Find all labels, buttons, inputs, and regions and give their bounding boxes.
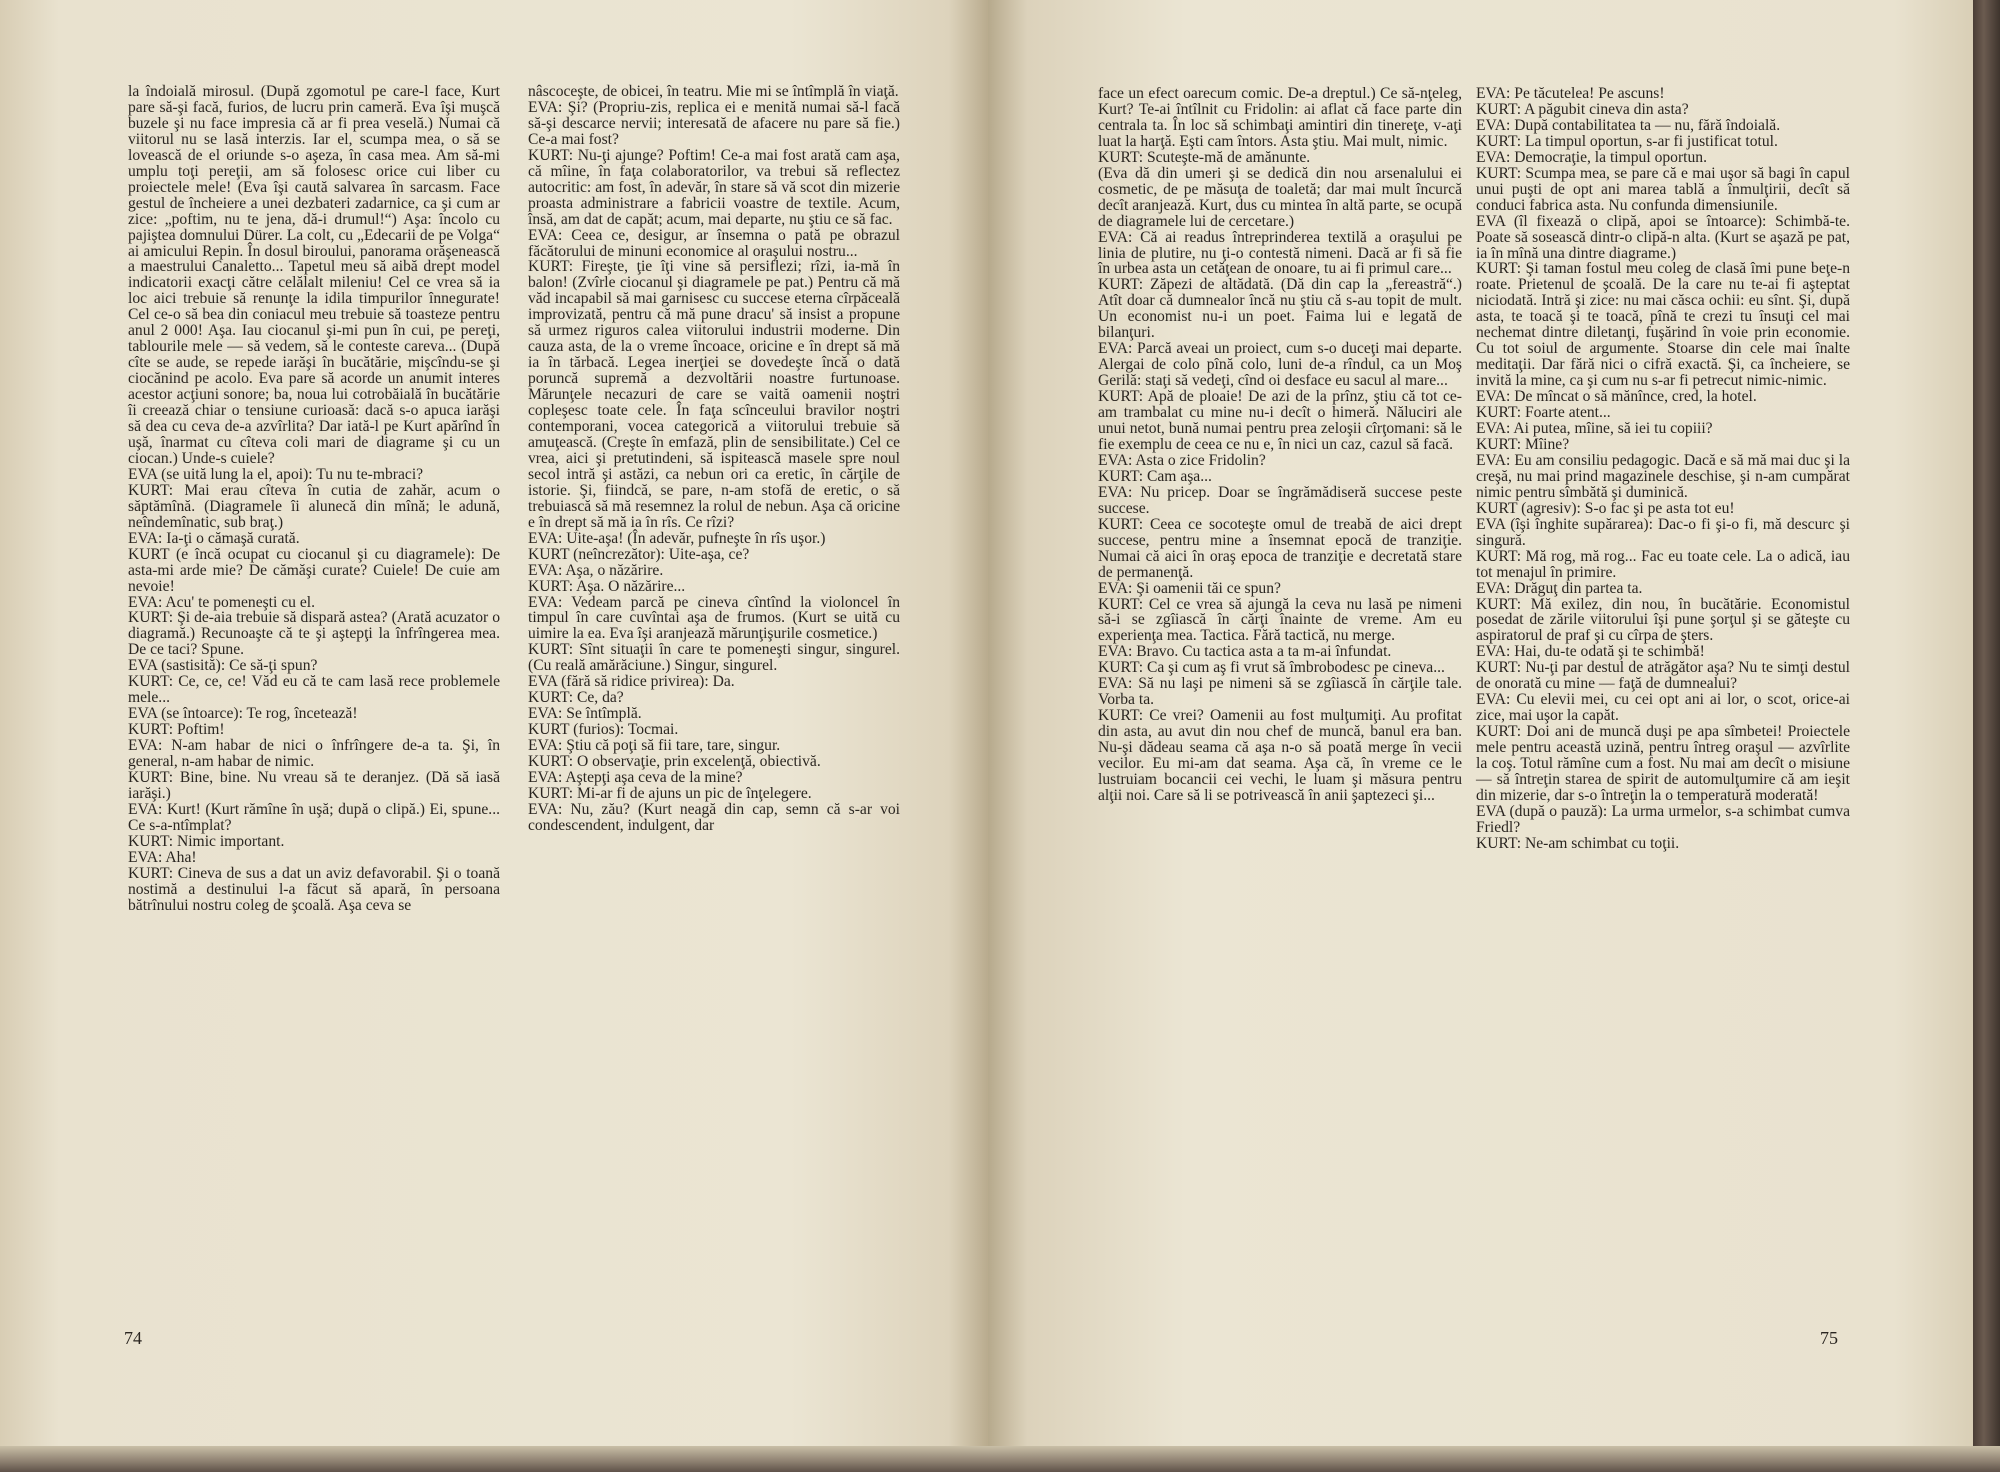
dialogue-paragraph: EVA: Uite-aşa! (În adevăr, pufneşte în rîs uşor.) — [528, 529, 826, 547]
dialogue-paragraph: EVA: Vedeam parcă pe cineva cîntînd la violoncel în timpul în care cuvîntai aşa de frumos. (Kurt se uită cu uimire la ea. Eva îşi aranjează mărunţişurile cosmetice.) — [528, 593, 900, 643]
dialogue-paragraph: KURT: Apă de ploaie! De azi de la prînz, ştiu că tot ce-am trambalat cu mine nu-i decît o himeră. Năluciri ale unui netot, bună numai pentru prea zeloşii cîrţomani: să le fie exemplu de ceea ce nu e, în nici un caz, cazul să facă. — [1098, 388, 1462, 453]
dialogue-paragraph: KURT: Nu-ţi par destul de atrăgător aşa? Nu te simţi destul de onorată cu mine — faţă de dumnealui? — [1476, 659, 1850, 693]
dialogue-paragraph: KURT: Sînt situaţii în care te pomeneşti singur, singurel. (Cu reală amărăciune.) Singur, singurel. — [528, 641, 900, 675]
dialogue-paragraph: EVA: Cu elevii mei, cu cei opt ani ai lor, o scot, orice-ai zice, mai uşor la capăt. — [1476, 691, 1850, 725]
dialogue-paragraph: EVA (fără să ridice privirea): Da. — [528, 673, 735, 691]
dialogue-paragraph: KURT: Şi taman fostul meu coleg de clasă îmi pune beţe-n roate. Prietenul de şcoală. De la care nu te-ai fi aşteptat niciodată. Intră şi zice: nu mai căsca ochii: eu sînt. Şi, după asta, te toacă şi te toacă, pînă te crezi tu însuţi cel mai nechemat dintre diletanţi, fuşărind în voie prin economie. Cu tot soiul de argumente. Stoarse din cele mai înalte meditaţii. Dar fără nici o cifră exactă. Şi, ca încheiere, se invită la mine, ca şi cum nu s-ar fi petrecut nimic-nimic. — [1476, 260, 1850, 390]
dialogue-paragraph: EVA: Aşa, o năzărire. — [528, 561, 664, 579]
dialogue-paragraph: EVA (sastisită): Ce să-ţi spun? — [128, 657, 318, 675]
dialogue-paragraph: KURT: Ca şi cum aş fi vrut să îmbrobodesc pe cineva... — [1098, 659, 1445, 677]
dialogue-paragraph: KURT: Mă rog, mă rog... Fac eu toate cele. La o adică, iau tot menajul în primire. — [1476, 547, 1850, 581]
dialogue-paragraph: EVA: Eu am consiliu pedagogic. Dacă e să mă mai duc şi la creşă, nu mai prind magazinele deschise, şi n-am cumpărat nimic pentru sîmbătă şi duminică. — [1476, 451, 1850, 501]
dialogue-paragraph: EVA: N-am habar de nici o înfrîngere de-a ta. Şi, în general, n-am habar de nimic. — [128, 737, 500, 771]
dialogue-paragraph: EVA: Acu' te pomeneşti cu el. — [128, 593, 316, 611]
dialogue-paragraph: KURT: Cel ce vrea să ajungă la ceva nu lasă pe nimeni să-i se zgîiască în cărţi înainte de vreme. Am eu experienţa mea. Tactica. Fără tactică, nu merge. — [1098, 595, 1462, 645]
dialogue-paragraph: EVA (îşi înghite supărarea): Dac-o fi şi-o fi, mă descurc şi singură. — [1476, 515, 1850, 549]
dialogue-paragraph: KURT: Ne-am schimbat cu toţii. — [1476, 834, 1680, 852]
dialogue-paragraph: KURT: Mai erau cîteva în cutia de zahăr, acum o săptămînă. (Diagramele îi alunecă din mînă; le adună, neîndemînatic, sub braţ.) — [128, 481, 500, 531]
left-page-column-2 — [528, 84, 900, 834]
dialogue-paragraph: KURT: Ce vrei? Oamenii au fost mulţumiţi. Au profitat din asta, au avut din nou chef de muncă, banul era ban. Nu-şi dădeau seama că aşa n-o să poată merge în vecii vecilor. Eu mi-am dat seama. Aşa că, în vreme ce le lustruiam bocancii cei vechi, le luam şi măsura pentru alţii noi. Care să li se potrivească în anii şaptezeci şi... — [1098, 707, 1462, 804]
dialogue-paragraph: EVA: Nu pricep. Doar se îngrămădiseră succese peste succese. — [1098, 483, 1462, 517]
book-cover-edge — [1973, 0, 2000, 1472]
dialogue-paragraph: KURT: Mîine? — [1476, 435, 1570, 453]
dialogue-paragraph: face un efect oarecum comic. De-a dreptul.) Ce să-nţeleg, Kurt? Te-ai întîlnit cu Fridolin: ai aflat că face parte din centrala ta. În loc să schimbaţi amintiri din tinereţe, v-aţi luat la harţă. Eşti cam întors. Asta ştiu. Mai mult, nimic. — [1098, 85, 1462, 150]
dialogue-paragraph: KURT: Ceea ce socoteşte omul de treabă de aici drept succese, pentru mine a însemnat epocă de tranziţie. Numai că aici în oraş epoca de tranziţie e decretată stare de permanenţă. — [1098, 515, 1462, 581]
dialogue-paragraph: EVA (după o pauză): La urma urmelor, s-a schimbat cumva Friedl? — [1476, 802, 1850, 836]
left-page-column-1 — [128, 84, 500, 914]
dialogue-paragraph: EVA: Hai, du-te odată şi te schimbă! — [1476, 643, 1705, 661]
dialogue-paragraph: (Eva dă din umeri şi se dedică din nou arsenalului ei cosmetic, de pe măsuţa de toaletă; dar mai mult încurcă decît aranjează. Kurt, dus cu mintea în altă parte, se ocupă de diagramele lui de cercetare.) — [1098, 164, 1462, 230]
dialogue-paragraph: KURT (furios): Tocmai. — [528, 721, 679, 739]
dialogue-paragraph: EVA: Aha! — [128, 848, 197, 866]
dialogue-paragraph: KURT: Scuteşte-mă de amănunte. — [1098, 148, 1311, 166]
dialogue-paragraph: EVA: Parcă aveai un proiect, cum s-o duceţi mai departe. Alergai de colo pînă colo, luni de-a rîndul, ca un Moş Gerilă: staţi să vedeţi, cînd oi desface eu sacul al mare... — [1098, 340, 1462, 390]
dialogue-paragraph: KURT: Scumpa mea, se pare că e mai uşor să bagi în capul unui puşti de opt ani marea tablă a înmulţirii, decît să conduci fabrica asta. Nu confunda dimensiunile. — [1476, 164, 1850, 214]
dialogue-paragraph: EVA: Se întîmplă. — [528, 705, 642, 723]
dialogue-paragraph: KURT: Nu-ţi ajunge? Poftim! Ce-a mai fost arată cam aşa, că mîine, în faţa colaboratorilor, va trebui să reflectez autocritic: am fost, în adevăr, în stare să vă scot din mizerie proasta administrare a fabricii voastre de textile. Acum, însă, am dat de capăt; acum, mai departe, nu ştiu ce să fac. — [528, 146, 900, 228]
dialogue-paragraph: EVA: Ştiu că poţi să fii tare, tare, singur. — [528, 737, 781, 755]
dialogue-paragraph: EVA: Şi? (Propriu-zis, replica ei e menită numai să-l facă să-şi descarce nervii; interesată de afacere nu pare să fie.) Ce-a mai fost? — [528, 98, 900, 148]
dialogue-paragraph: KURT: La timpul oportun, s-ar fi justificat totul. — [1476, 132, 1778, 150]
right-page — [988, 0, 1973, 1472]
dialogue-paragraph: KURT (e încă ocupat cu ciocanul şi cu diagramele): De asta-mi arde mie? De cămăşi curate? Cuiele! De cuie am nevoie! — [128, 545, 500, 595]
dialogue-paragraph: EVA (se uită lung la el, apoi): Tu nu te-mbraci? — [128, 465, 424, 483]
page-number-left: 74 — [124, 1328, 142, 1348]
dialogue-paragraph: EVA: Kurt! (Kurt rămîne în uşă; după o clipă.) Ei, spune... Ce s-a-ntîmplat? — [128, 800, 500, 834]
dialogue-paragraph: KURT: Ce, ce, ce! Văd eu că te cam lasă rece problemele mele... — [128, 673, 500, 707]
dialogue-paragraph: EVA: Asta o zice Fridolin? — [1098, 451, 1266, 469]
dialogue-paragraph: EVA: Ai putea, mîine, să iei tu copiii? — [1476, 420, 1713, 438]
dialogue-paragraph: KURT: O observaţie, prin excelenţă, obiectivă. — [528, 753, 821, 771]
dialogue-paragraph: EVA: Pe tăcutelea! Pe ascuns! — [1476, 85, 1665, 102]
dialogue-paragraph: KURT: Poftim! — [128, 721, 225, 739]
dialogue-paragraph: KURT: Mi-ar fi de ajuns un pic de înţelegere. — [528, 784, 812, 802]
dialogue-paragraph: KURT: Nimic important. — [128, 832, 285, 850]
dialogue-paragraph: KURT: Fireşte, ţie îţi vine să persiflezi; rîzi, ia-mă în balon! (Zvîrle ciocanul şi diagramele pe pat.) Pentru că mă văd incapabil să mai garnisesc cu succese eterna cîrpăceală improvizată, pentru că mă pune dracu' să insist a propune să urmez riguros calea viitorului industrii moderne. Din cauza asta, de la o vreme încoace, oricine e în drept să mă ia în tărbacă. Legea inerţiei se dovedeşte încă o dată poruncă supremă a dezvoltării noastre furtunoase. Mărunţele necazuri de care se vaită oamenii noştri copleşesc toate cele. În faţa scînceului bravilor noştri contemporani, vocea categorică a viitorului trebuie să amuţească. (Creşte în emfază, plin de sensibilitate.) Cel ce vrea, aici şi pretutindeni, să ispitească masele spre noul secol intră şi astăzi, ca nebun ori ca eretic, în cărţile de istorie. Şi, fiindcă, se pare, n-am stofă de eretic, o să trebuiască să mă resemnez la rolul de nebun. Aşa că oricine e în drept să mă ia în rîs. Ce rîzi? — [528, 258, 900, 531]
dialogue-paragraph: KURT: Zăpezi de altădată. (Dă din cap la „fereastră“.) Atît doar că dumnealor încă nu ştiu că s-au topit de mult. Un economist nu-i un poet. Faima lui e legată de bilanţuri. — [1098, 276, 1462, 342]
dialogue-paragraph: EVA (îl fixează o clipă, apoi se întoarce): Schimbă-te. Poate să sosească dintr-o clipă-n alta. (Kurt se aşază pe pat, ia în mînă una dintre diagrame.) — [1476, 212, 1850, 262]
dialogue-paragraph: EVA: Democraţie, la timpul oportun. — [1476, 148, 1707, 166]
dialogue-paragraph: KURT: Ce, da? — [528, 689, 624, 707]
dialogue-paragraph: EVA (se întoarce): Te rog, încetează! — [128, 705, 358, 723]
dialogue-paragraph: nâscoceşte, de obicei, în teatru. Mie mi se întîmplă în viaţă. — [528, 83, 899, 100]
dialogue-paragraph: EVA: Ia-ţi o cămaşă curată. — [128, 529, 300, 547]
dialogue-paragraph: EVA: De mîncat o să mănînce, cred, la hotel. — [1476, 388, 1757, 406]
left-page — [0, 0, 988, 1472]
dialogue-paragraph: KURT: A păgubit cineva din asta? — [1476, 100, 1689, 118]
dialogue-paragraph: EVA: Şi oamenii tăi ce spun? — [1098, 579, 1281, 597]
dialogue-paragraph: KURT: Mă exilez, din nou, în bucătărie. Economistul posedat de zările viitorului îşi pune şorţul şi se găteşte cu aspiratorul de praf şi cu cîrpa de şters. — [1476, 595, 1850, 645]
dialogue-paragraph: KURT: Foarte atent... — [1476, 404, 1611, 422]
book-bottom-edge — [0, 1446, 2000, 1472]
dialogue-paragraph: KURT: Aşa. O năzărire... — [528, 577, 686, 595]
dialogue-paragraph: EVA: După contabilitatea ta — nu, fără îndoială. — [1476, 116, 1781, 134]
page-number-right: 75 — [1820, 1328, 1838, 1348]
dialogue-paragraph: KURT: Cineva de sus a dat un aviz defavorabil. Şi o toană nostimă a destinului l-a făcut să apară, în persoana bătrînului nostru coleg de şcoală. Aşa ceva se — [128, 864, 500, 914]
dialogue-paragraph: EVA: Ceea ce, desigur, ar însemna o pată pe obrazul făcătorului de minuni economice al oraşului nostru... — [528, 226, 900, 260]
dialogue-paragraph: EVA: Aştepţi aşa ceva de la mine? — [528, 768, 743, 786]
dialogue-paragraph: la îndoială mirosul. (După zgomotul pe care-l face, Kurt pare să-şi facă, furios, de lucru prin cameră. Eva îşi muşcă buzele şi nu face impresia că ar fi prea veselă.) Numai că viitorul nu se lasă interzis. Iar el, scumpa mea, o să se lovească de el oriunde s-o aşeza, în casa mea. Am să-mi umplu toţi pereţii, am să folosesc orice cui liber cu proiectele mele! (Eva îşi caută salvarea în sarcasm. Face gestul de încheiere a unei dezbateri zadarnice, ca şi cum ar zice: „poftim, nu te jena, dă-i drumul!“) Aşa: încolo cu pajiştea domnului Dürer. La colt, cu „Edecarii de pe Volga“ ai amicului Repin. În dosul biroului, panorama orăşenească a maestrului Canaletto... Tapetul meu să aibă drept model indicatorii exacţi către celălalt mileniu! Cel ce vrea să ia loc aici trebuie să renunţe la idila timpurilor înnegurate! Cel ce-o să bea din coniacul meu trebuie să toasteze pentru anul 2 000! Aşa. Iau ciocanul şi-mi pun în cui, pe pereţi, tablourile mele — să vedem, să le conteste careva... (După cîte se aude, se repede iarăşi în bucătărie, mişcîndu-se şi ciocănind pe acolo. Eva pare să acorde un anumit interes acestor acţiuni sonore; ba, noua lui cotrobăială în bucătărie îi creează chiar o tensiune curioasă: dacă s-o apuca iarăşi să dea cu ceva de-a azvîrlita? Dar iată-l pe Kurt apărînd în uşă, înarmat cu cîteva coli mari de diagrame şi cu un ciocan.) Unde-s cuiele? — [128, 83, 500, 467]
dialogue-paragraph: EVA: Drăguţ din partea ta. — [1476, 579, 1643, 597]
dialogue-paragraph: EVA: Nu, zău? (Kurt neagă din cap, semn că s-ar voi condescendent, indulgent, dar — [528, 800, 900, 834]
dialogue-paragraph: KURT (agresiv): S-o fac şi pe asta tot eu! — [1476, 499, 1735, 517]
dialogue-paragraph: KURT: Cam aşa... — [1098, 467, 1212, 485]
dialogue-paragraph: KURT: Bine, bine. Nu vreau să te deranjez. (Dă să iasă iarăşi.) — [128, 768, 500, 802]
right-page-column-2 — [1476, 86, 1850, 852]
dialogue-paragraph: KURT: Şi de-aia trebuie să dispară astea? (Arată acuzator o diagramă.) Recunoaşte că te şi aştepţi la înfrîngerea mea. De ce taci? Spune. — [128, 609, 500, 659]
dialogue-paragraph: KURT: Doi ani de muncă duşi pe apa sîmbetei! Proiectele mele pentru această uzină, pentru întreg oraşul — azvîrlite la coş. Totul rămîne cum a fost. Nu mai am decît o misiune — să întreţin starea de spirit de automulţumire că am ieşit din mizerie, dar s-o întreţin la o temperatură moderată! — [1476, 723, 1850, 804]
dialogue-paragraph: EVA: Că ai readus întreprinderea textilă a oraşului pe linia de plutire, nu ţi-o contestă nimeni. Dacă ar fi să fie în urbea asta un cetăţean de onoare, tu ai fi primul care... — [1098, 228, 1462, 278]
dialogue-paragraph: KURT (neîncrezător): Uite-aşa, ce? — [528, 545, 750, 563]
dialogue-paragraph: EVA: Să nu laşi pe nimeni să se zgîiască în cărţile tale. Vorba ta. — [1098, 675, 1462, 709]
right-page-column-1 — [1098, 86, 1462, 804]
dialogue-paragraph: EVA: Bravo. Cu tactica asta a ta m-ai înfundat. — [1098, 643, 1392, 661]
